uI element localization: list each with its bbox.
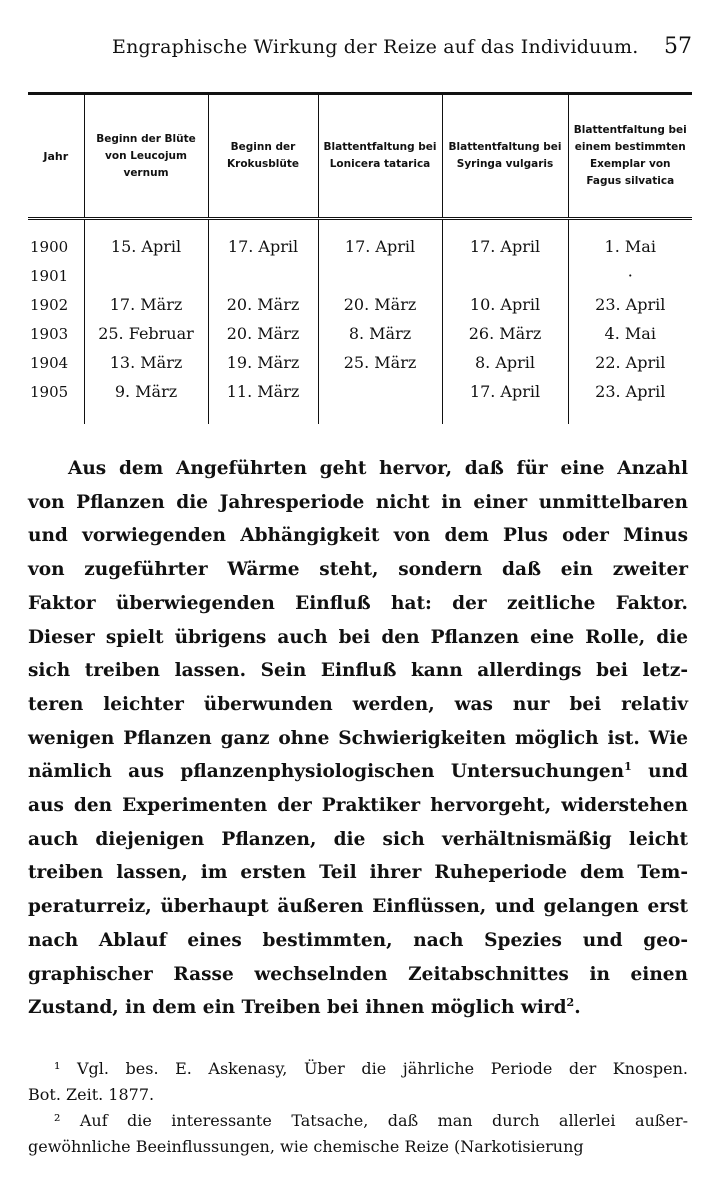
table-cell: 25. März	[318, 348, 442, 377]
table-header-row	[28, 94, 692, 219]
text-line	[28, 991, 688, 1025]
column-header-fagus: Blattentfaltung bei einem bestimmten Exemplar von Fagus silvatica	[568, 94, 692, 219]
text-line: auch diejenigen Pflanzen, die sich verhältnismäßig leicht	[28, 828, 688, 850]
table-cell-year: 1905	[30, 382, 69, 401]
text-segment: und	[648, 761, 688, 783]
column-header-lonicera: Blattentfaltung bei Lonicera tatarica	[318, 94, 442, 219]
column-header-krokus: Beginn der Krokusblüte	[208, 94, 318, 219]
text-line: treiben lassen, im ersten Teil ihrer Ruheperiode dem Tem-	[28, 862, 688, 884]
text-line: teren leichter überwunden werden, was nur bei relativ	[28, 693, 688, 715]
table-cell: 23. April	[568, 377, 692, 424]
table-cell: 20. März	[318, 290, 442, 319]
text-segment: nämlich aus pflanzenphysiologischen Untersuchungen	[28, 761, 625, 783]
body-paragraph	[28, 452, 688, 1025]
table-row	[28, 219, 692, 262]
footnote-2-line-2: gewöhnliche Beeinflussungen, wie chemische Reize (Narkotisierung	[28, 1137, 584, 1156]
table-cell: 17. April	[318, 219, 442, 262]
page-number: 57	[664, 34, 692, 59]
table-row	[28, 290, 692, 319]
column-header-syringa: Blattentfaltung bei Syringa vulgaris	[442, 94, 568, 219]
text-line: von zugeführter Wärme steht, sondern daß ein zweiter	[28, 559, 688, 581]
footnote-2-line-1: ² Auf die interessante Tatsache, daß man durch allerlei außer-	[54, 1111, 688, 1130]
table-cell: 17. März	[84, 290, 208, 319]
table-cell: 13. März	[84, 348, 208, 377]
table-cell	[84, 261, 208, 290]
text-line: graphischer Rasse wechselnden Zeitabschnittes in einen	[28, 963, 688, 985]
text-line: aus den Experimenten der Praktiker hervorgeht, widerstehen	[28, 795, 688, 817]
table-cell: 11. März	[208, 377, 318, 424]
footnotes	[28, 1056, 688, 1160]
table-cell: 10. April	[442, 290, 568, 319]
text-line: peraturreiz, überhaupt äußeren Einflüssen, und gelangen erst	[28, 896, 688, 918]
text-line: wenigen Pflanzen ganz ohne Schwierigkeiten möglich ist. Wie	[28, 727, 688, 749]
table-cell-year: 1901	[30, 266, 69, 285]
table-cell-year: 1904	[30, 353, 69, 372]
column-header-jahr: Jahr	[28, 94, 84, 219]
running-head: Engraphische Wirkung der Reize auf das Individuum.	[112, 36, 639, 58]
table-cell: 17. April	[442, 219, 568, 262]
table-cell: 15. April	[84, 219, 208, 262]
table-cell: 8. April	[442, 348, 568, 377]
table-cell: 9. März	[84, 377, 208, 424]
table-cell: 17. April	[442, 377, 568, 424]
table-cell: 1. Mai	[568, 219, 692, 262]
footnote-1-line-2: Bot. Zeit. 1877.	[28, 1085, 155, 1104]
table-cell: 22. April	[568, 348, 692, 377]
text-segment: Zustand, in dem ein Treiben bei ihnen möglich wird	[28, 997, 567, 1019]
table-row	[28, 319, 692, 348]
table-cell: 26. März	[442, 319, 568, 348]
table-cell: 20. März	[208, 319, 318, 348]
phenology-table	[28, 92, 692, 424]
table-cell: 17. April	[208, 219, 318, 262]
table-cell: 19. März	[208, 348, 318, 377]
table-cell: 23. April	[568, 290, 692, 319]
text-line: Aus dem Angeführten geht hervor, daß für eine Anzahl	[68, 458, 688, 479]
footnote-ref-2: 2	[566, 996, 575, 1010]
table-cell: 8. März	[318, 319, 442, 348]
table-cell	[208, 261, 318, 290]
table-row	[28, 261, 692, 290]
text-segment: .	[574, 997, 581, 1019]
text-line: sich treiben lassen. Sein Einfluß kann allerdings bei letz-	[28, 660, 688, 682]
table-cell	[442, 261, 568, 290]
table-row	[28, 348, 692, 377]
table-cell-year: 1900	[30, 237, 69, 256]
page-header	[28, 34, 692, 74]
table-cell	[318, 261, 442, 290]
text-line: Dieser spielt übrigens auch bei den Pflanzen eine Rolle, die	[28, 626, 688, 648]
text-line: nach Ablauf eines bestimmten, nach Spezies und geo-	[28, 929, 688, 951]
text-line: Faktor überwiegenden Einfluß hat: der zeitliche Faktor.	[28, 592, 688, 614]
column-header-leucojum: Beginn der Blüte von Leucojum vernum	[84, 94, 208, 219]
table-row	[28, 377, 692, 424]
footnote-ref-1: 1	[624, 760, 632, 774]
table-cell: ·	[568, 261, 692, 290]
text-line: von Pflanzen die Jahresperiode nicht in einer unmittelbaren	[28, 491, 688, 513]
text-line	[28, 755, 688, 789]
table-cell: 4. Mai	[568, 319, 692, 348]
text-line: und vorwiegenden Abhängigkeit von dem Plus oder Minus	[28, 525, 688, 547]
table-cell-year: 1903	[30, 324, 69, 343]
table-cell	[318, 377, 442, 424]
table-cell-year: 1902	[30, 295, 69, 314]
table-cell: 25. Februar	[84, 319, 208, 348]
footnote-1-line-1: ¹ Vgl. bes. E. Askenasy, Über die jährliche Periode der Knospen.	[54, 1059, 688, 1078]
table-cell: 20. März	[208, 290, 318, 319]
